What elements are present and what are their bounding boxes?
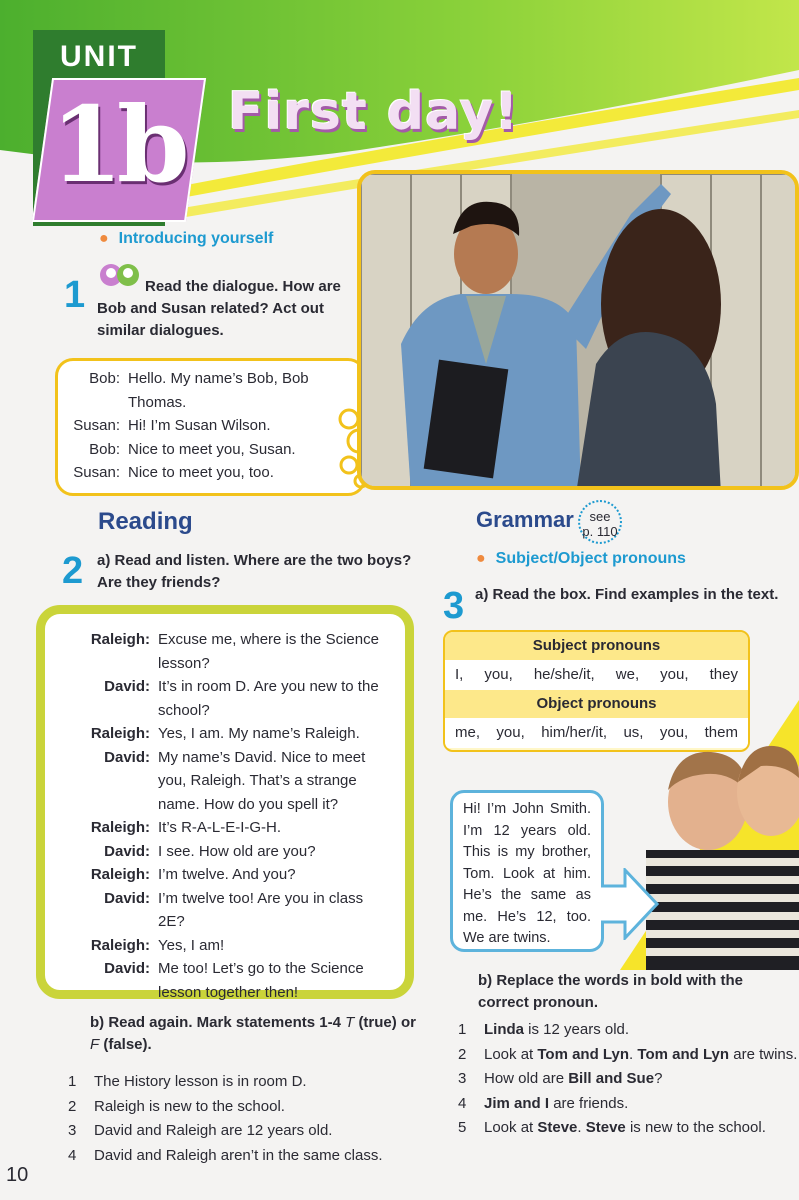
photo-twins: [636, 700, 799, 970]
pronoun: you,: [659, 724, 689, 741]
photo-students-at-lockers: [357, 170, 799, 490]
line-text: My name’s David. Nice to meet you, Raleigh. That’s a strange name. How do you spell it?: [158, 748, 366, 813]
item-number: 5: [458, 1119, 467, 1136]
line-text: Yes, I am. My name’s Raleigh.: [158, 725, 360, 742]
unit-word: UNIT: [60, 40, 138, 73]
dialogue-line: [67, 863, 387, 887]
pronoun: you,: [660, 666, 689, 683]
speaker: David:: [104, 889, 150, 907]
instr-part: (false).: [103, 1036, 152, 1053]
grammar-topic: [476, 550, 686, 568]
grammar-topic-text: Subject/Object pronouns: [495, 550, 686, 567]
list-item: [458, 1043, 798, 1068]
item-number: 1: [458, 1021, 467, 1038]
dialogue-line: [67, 840, 387, 864]
speaker: David:: [104, 842, 150, 860]
unit-number: 1b: [50, 83, 184, 206]
list-item: [458, 1067, 798, 1092]
speaker: David:: [104, 678, 150, 695]
reading-title: Reading: [98, 508, 193, 535]
item-text: Jim and I are friends.: [484, 1094, 629, 1112]
dialogue-1: [58, 361, 363, 485]
speech-bubble: Hi! I’m John Smith. I’m 12 years old. This is my brother, Tom. Look at him. He’s the same as me. He’s 12, too. We are twins.: [450, 790, 604, 952]
speaker: David:: [104, 748, 150, 766]
speaker: David:: [104, 960, 150, 977]
exercise-3-number: 3: [443, 585, 465, 627]
list-item: [458, 1116, 798, 1141]
item-number: 2: [458, 1045, 467, 1063]
item-number: 3: [458, 1070, 467, 1087]
list-item: [68, 1095, 418, 1120]
true-letter: T: [345, 1014, 355, 1031]
exercise-2a-instruction: a) Read and listen. Where are the two boys? Are they friends?: [97, 552, 412, 591]
pronoun: he/she/it,: [533, 666, 595, 683]
speaker: Raleigh:: [90, 819, 150, 836]
replace-list: [458, 1018, 798, 1141]
dialogue-line: [67, 746, 387, 817]
pronoun: we,: [615, 666, 640, 683]
dialogue-line: [67, 934, 387, 958]
exercise-3a-instruction: a) Read the box. Find examples in the text.: [475, 586, 779, 603]
line-text: Nice to meet you, too.: [128, 464, 274, 481]
dialogue-line: [67, 957, 387, 1004]
line-text: Hello. My name’s Bob, Bob Thomas.: [128, 370, 309, 411]
speaker: Bob:: [89, 370, 120, 387]
dialogue-line: [68, 414, 351, 438]
lesson-title: First day!: [228, 82, 520, 142]
page-ref-label: p. 110: [582, 524, 618, 539]
page-number: 10: [6, 1164, 29, 1186]
item-text: Raleigh is new to the school.: [94, 1097, 285, 1115]
line-text: I’m twelve. And you?: [158, 866, 296, 883]
dialogue-line: [68, 438, 351, 462]
item-text: The History lesson is in room D.: [94, 1073, 307, 1090]
speaker: Susan:: [73, 417, 120, 434]
line-text: Nice to meet you, Susan.: [128, 440, 296, 458]
item-text: How old are Bill and Sue?: [484, 1070, 663, 1087]
pronoun: I,: [455, 666, 464, 683]
statements-list: [68, 1070, 418, 1168]
dialogue-box-2: [36, 605, 414, 999]
list-item: [458, 1018, 798, 1043]
line-text: I’m twelve too! Are you in class 2E?: [158, 889, 364, 930]
exercise-2-number: 2: [62, 550, 84, 592]
subject-pronouns-heading: Subject pronouns: [445, 632, 748, 660]
photo-illustration: [361, 174, 799, 490]
instr-part: b) Read again. Mark statements 1-4: [90, 1014, 341, 1031]
pronoun: me,: [455, 724, 481, 741]
item-number: 2: [68, 1097, 77, 1115]
grammar-title: Grammar: [476, 507, 574, 532]
pronoun: him/her/it,: [541, 724, 608, 741]
item-text: Look at Tom and Lyn. Tom and Lyn are twins.: [484, 1045, 798, 1063]
item-number: 4: [458, 1094, 467, 1112]
dialogue-line: [67, 722, 387, 746]
topic-text: Introducing yourself: [118, 230, 274, 247]
speech-arrow-icon: [599, 868, 659, 940]
speaker: Raleigh:: [90, 866, 150, 883]
speaker: Raleigh:: [90, 631, 150, 648]
line-text: Hi! I’m Susan Wilson.: [128, 417, 271, 434]
page-reference[interactable]: [578, 500, 622, 544]
instr-part: or: [400, 1014, 416, 1031]
speaker: Raleigh:: [90, 725, 150, 742]
exercise-1-instruction: Read the dialogue. How are Bob and Susan related? Act out similar dialogues.: [97, 278, 341, 339]
item-number: 1: [68, 1073, 77, 1090]
item-text: David and Raleigh are 12 years old.: [94, 1122, 333, 1139]
dialogue-2: [45, 614, 405, 1004]
dialogue-box-1: [55, 358, 366, 496]
photo-illustration: [636, 700, 799, 970]
dialogue-line: [68, 367, 351, 414]
item-text: David and Raleigh aren’t in the same class.: [94, 1146, 383, 1164]
speaker: Bob:: [89, 440, 120, 458]
see-label: see: [589, 509, 611, 524]
line-text: Excuse me, where is the Science lesson?: [158, 631, 379, 672]
dialogue-line: [67, 675, 387, 722]
list-item: [68, 1119, 418, 1144]
pronoun: you,: [484, 666, 513, 683]
list-item: [68, 1070, 418, 1095]
subject-pronouns-row: [445, 660, 748, 690]
list-item: [68, 1144, 418, 1169]
line-text: I see. How old are you?: [158, 842, 316, 860]
exercise-2b-instruction: [90, 1012, 420, 1056]
pronoun: us,: [623, 724, 644, 741]
pronoun: them: [704, 724, 738, 741]
item-text: Linda is 12 years old.: [484, 1021, 630, 1038]
object-pronouns-heading: Object pronouns: [445, 690, 748, 718]
item-number: 4: [68, 1146, 77, 1164]
line-text: Yes, I am!: [158, 936, 225, 954]
pronoun: you,: [496, 724, 525, 741]
dialogue-line: [67, 816, 387, 840]
item-text: Look at Steve. Steve is new to the school.: [484, 1119, 766, 1136]
speaker: Susan:: [73, 464, 120, 481]
item-number: 3: [68, 1122, 77, 1139]
instr-part: (true): [358, 1014, 397, 1031]
dialogue-line: [68, 461, 351, 485]
list-item: [458, 1092, 798, 1117]
pronoun: they: [709, 666, 738, 683]
exercise-1-number: 1: [64, 274, 86, 316]
bullet-icon: ●: [476, 550, 486, 567]
line-text: It’s R-A-L-E-I-G-H.: [158, 819, 282, 836]
bullet-icon: ●: [99, 230, 109, 247]
speaker: Raleigh:: [90, 936, 150, 954]
dialogue-line: [67, 887, 387, 934]
topic-heading: [99, 230, 273, 248]
exercise-3b-instruction: b) Replace the words in bold with the correct pronoun.: [478, 972, 744, 1011]
false-letter: F: [90, 1036, 100, 1053]
line-text: Me too! Let’s go to the Science lesson together then!: [158, 960, 364, 1001]
line-text: It’s in room D. Are you new to the school?: [158, 678, 379, 719]
dialogue-line: [67, 628, 387, 675]
